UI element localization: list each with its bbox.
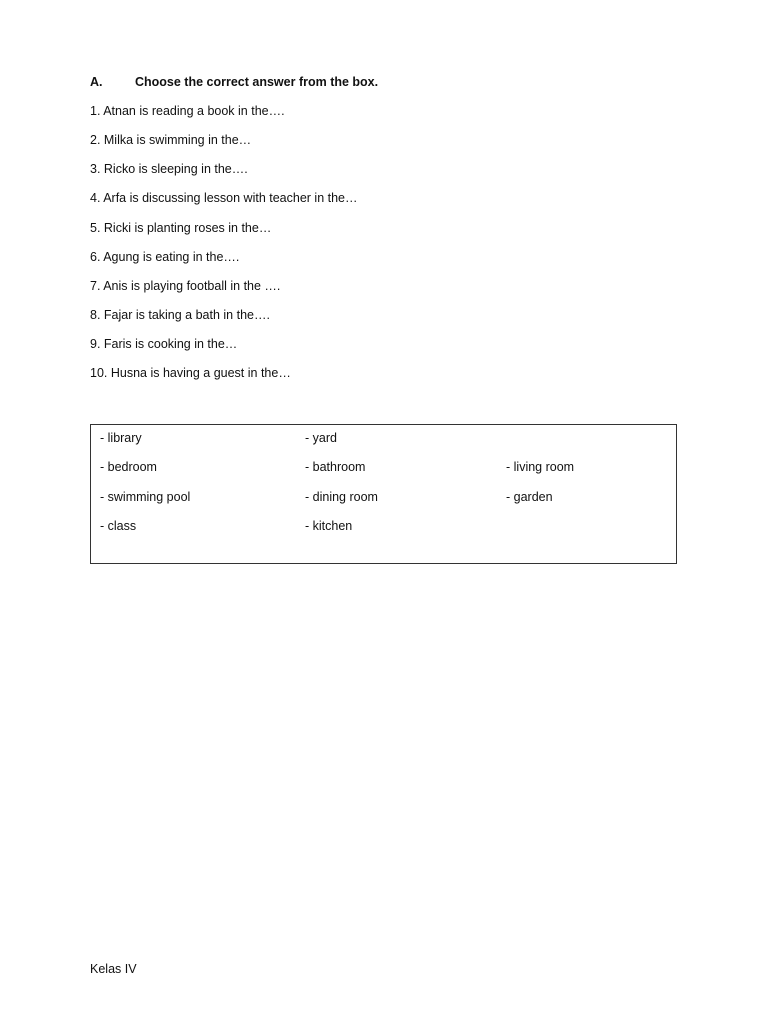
question-1: 1. Atnan is reading a book in the…. [90, 104, 285, 118]
option-swimming-pool: - swimming pool [100, 490, 191, 504]
option-bedroom: - bedroom [100, 460, 157, 474]
answer-box [90, 424, 677, 564]
question-5: 5. Ricki is planting roses in the… [90, 221, 272, 235]
option-garden: - garden [506, 490, 553, 504]
section-heading [90, 75, 378, 89]
option-class: - class [100, 519, 137, 533]
footer-class-label: Kelas IV [90, 962, 137, 976]
option-library: - library [100, 431, 142, 445]
question-10: 10. Husna is having a guest in the… [90, 366, 291, 380]
question-9: 9. Faris is cooking in the… [90, 337, 238, 351]
question-8: 8. Fajar is taking a bath in the…. [90, 308, 270, 322]
question-3: 3. Ricko is sleeping in the…. [90, 162, 248, 176]
option-bathroom: - bathroom [305, 460, 366, 474]
question-4: 4. Arfa is discussing lesson with teacher in the… [90, 191, 358, 205]
option-yard: - yard [305, 431, 337, 445]
option-dining-room: - dining room [305, 490, 378, 504]
section-instruction: Choose the correct answer from the box. [135, 75, 379, 89]
question-7: 7. Anis is playing football in the …. [90, 279, 281, 293]
question-6: 6. Agung is eating in the…. [90, 250, 240, 264]
option-living-room: - living room [506, 460, 575, 474]
option-kitchen: - kitchen [305, 519, 353, 533]
question-2: 2. Milka is swimming in the… [90, 133, 252, 147]
section-letter: A. [90, 75, 103, 89]
